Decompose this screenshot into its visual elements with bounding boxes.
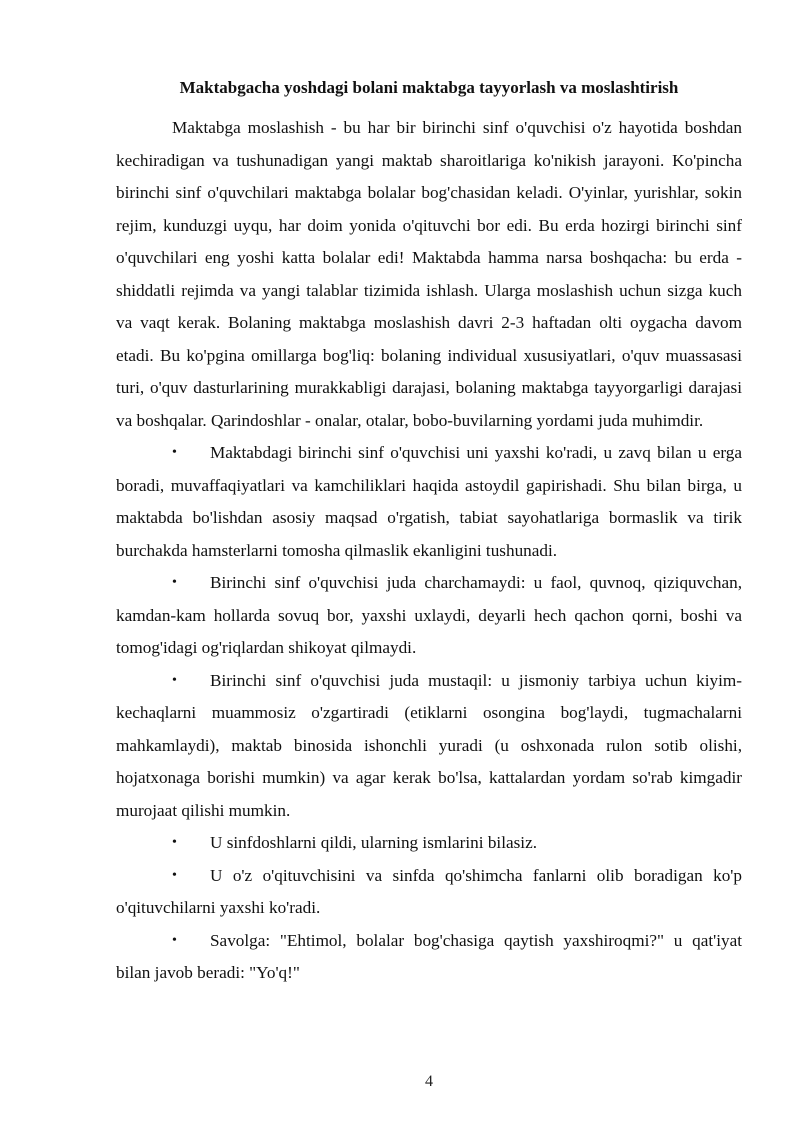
document-title: Maktabgacha yoshdagi bolani maktabga tayyorlash va moslashtirish: [179, 78, 679, 97]
list-item: [116, 437, 742, 567]
bullet-icon: •: [172, 867, 177, 883]
bullet-icon: •: [172, 445, 177, 460]
bullet-icon: •: [172, 835, 177, 850]
document-page: [116, 74, 742, 990]
page-number: 4: [425, 1073, 433, 1090]
list-item-text: Maktabdagi birinchi sinf o'quvchisi uni yaxshi ko'radi, u zavq bilan u erga boradi, muvaffaqiyatlari va kamchiliklari haqida astoydil gapirishadi. Shu bilan birga, u maktabda bo'lishdan asosiy maqsad o'rgatish, tabiat sayohatlariga bormaslik va tirik burchakda hamsterlarni tomosha qilmaslik ekanligini tushunadi.: [116, 443, 742, 560]
list-item-text: Birinchi sinf o'quvchisi juda charchamaydi: u faol, quvnoq, qiziquvchan, kamdan-kam hollarda sovuq bor, yaxshi uxlaydi, deyarli hech qachon qorni, boshi va tomog'idagi og'riqlardan shikoyat qilmaydi.: [116, 573, 742, 657]
list-item-text: U o'z o'qituvchisini va sinfda qo'shimcha fanlarni olib boradigan ko'p o'qituvchilarni yaxshi ko'radi.: [116, 865, 742, 917]
list-item-text: U sinfdoshlarni qildi, ularning ismlarini bilasiz.: [210, 833, 537, 852]
list-item: [116, 665, 742, 828]
list-item-text: Birinchi sinf o'quvchisi juda mustaqil: u jismoniy tarbiya uchun kiyim-kechaqlarni muammosiz o'zgartiradi (etiklarni osongina bog'laydi, tugmachalarni mahkamlaydi), maktab binosida ishonchli yuradi (u oshxonada rulon sotib olishi, hojatxonaga borishi mumkin) va agar kerak bo'lsa, kattalardan yordam so'rab kimgadir murojaat qilishi mumkin.: [116, 670, 742, 820]
intro-paragraph: Maktabga moslashish - bu har bir birinchi sinf o'quvchisi o'z hayotida boshdan kechiradigan va tushunadigan yangi maktab sharoitlariga ko'nikish jarayoni. Ko'pincha birinchi sinf o'quvchilari maktabga bolalar bog'chasidan keladi. O'yinlar, yurishlar, sokin rejim, kunduzgi uyqu, har doim yonida o'qituvchi bor edi. Bu erda hozirgi birinchi sinf o'quvchilari eng yoshi katta bolalar edi! Maktabda hamma narsa boshqacha: bu erda - shiddatli rejimda va yangi talablar tizimida ishlash. Ularga moslashish uchun sizga kuch va vaqt kerak. Bolaning maktabga moslashish davri 2-3 haftadan olti oygacha davom etadi. Bu ko'pgina omillarga bog'liq: bolaning individual xususiyatlari, o'quv muassasasi turi, o'quv dasturlarining murakkabligi darajasi, bolaning maktabga tayyorgarligi darajasi va boshqalar. Qarindoshlar - onalar, otalar, bobo-buvilarning yordami juda muhimdir.: [116, 118, 742, 430]
list-item: [116, 860, 742, 925]
list-item: [116, 925, 742, 990]
list-item: [116, 827, 742, 860]
list-item-text: Savolga: "Ehtimol, bolalar bog'chasiga qaytish yaxshiroqmi?" u qat'iyat bilan javob beradi: "Yo'q!": [116, 930, 742, 982]
list-item: [116, 567, 742, 665]
bullet-icon: •: [172, 672, 177, 688]
bullet-list: [116, 437, 742, 990]
bullet-icon: •: [172, 932, 177, 948]
bullet-icon: •: [172, 575, 177, 590]
